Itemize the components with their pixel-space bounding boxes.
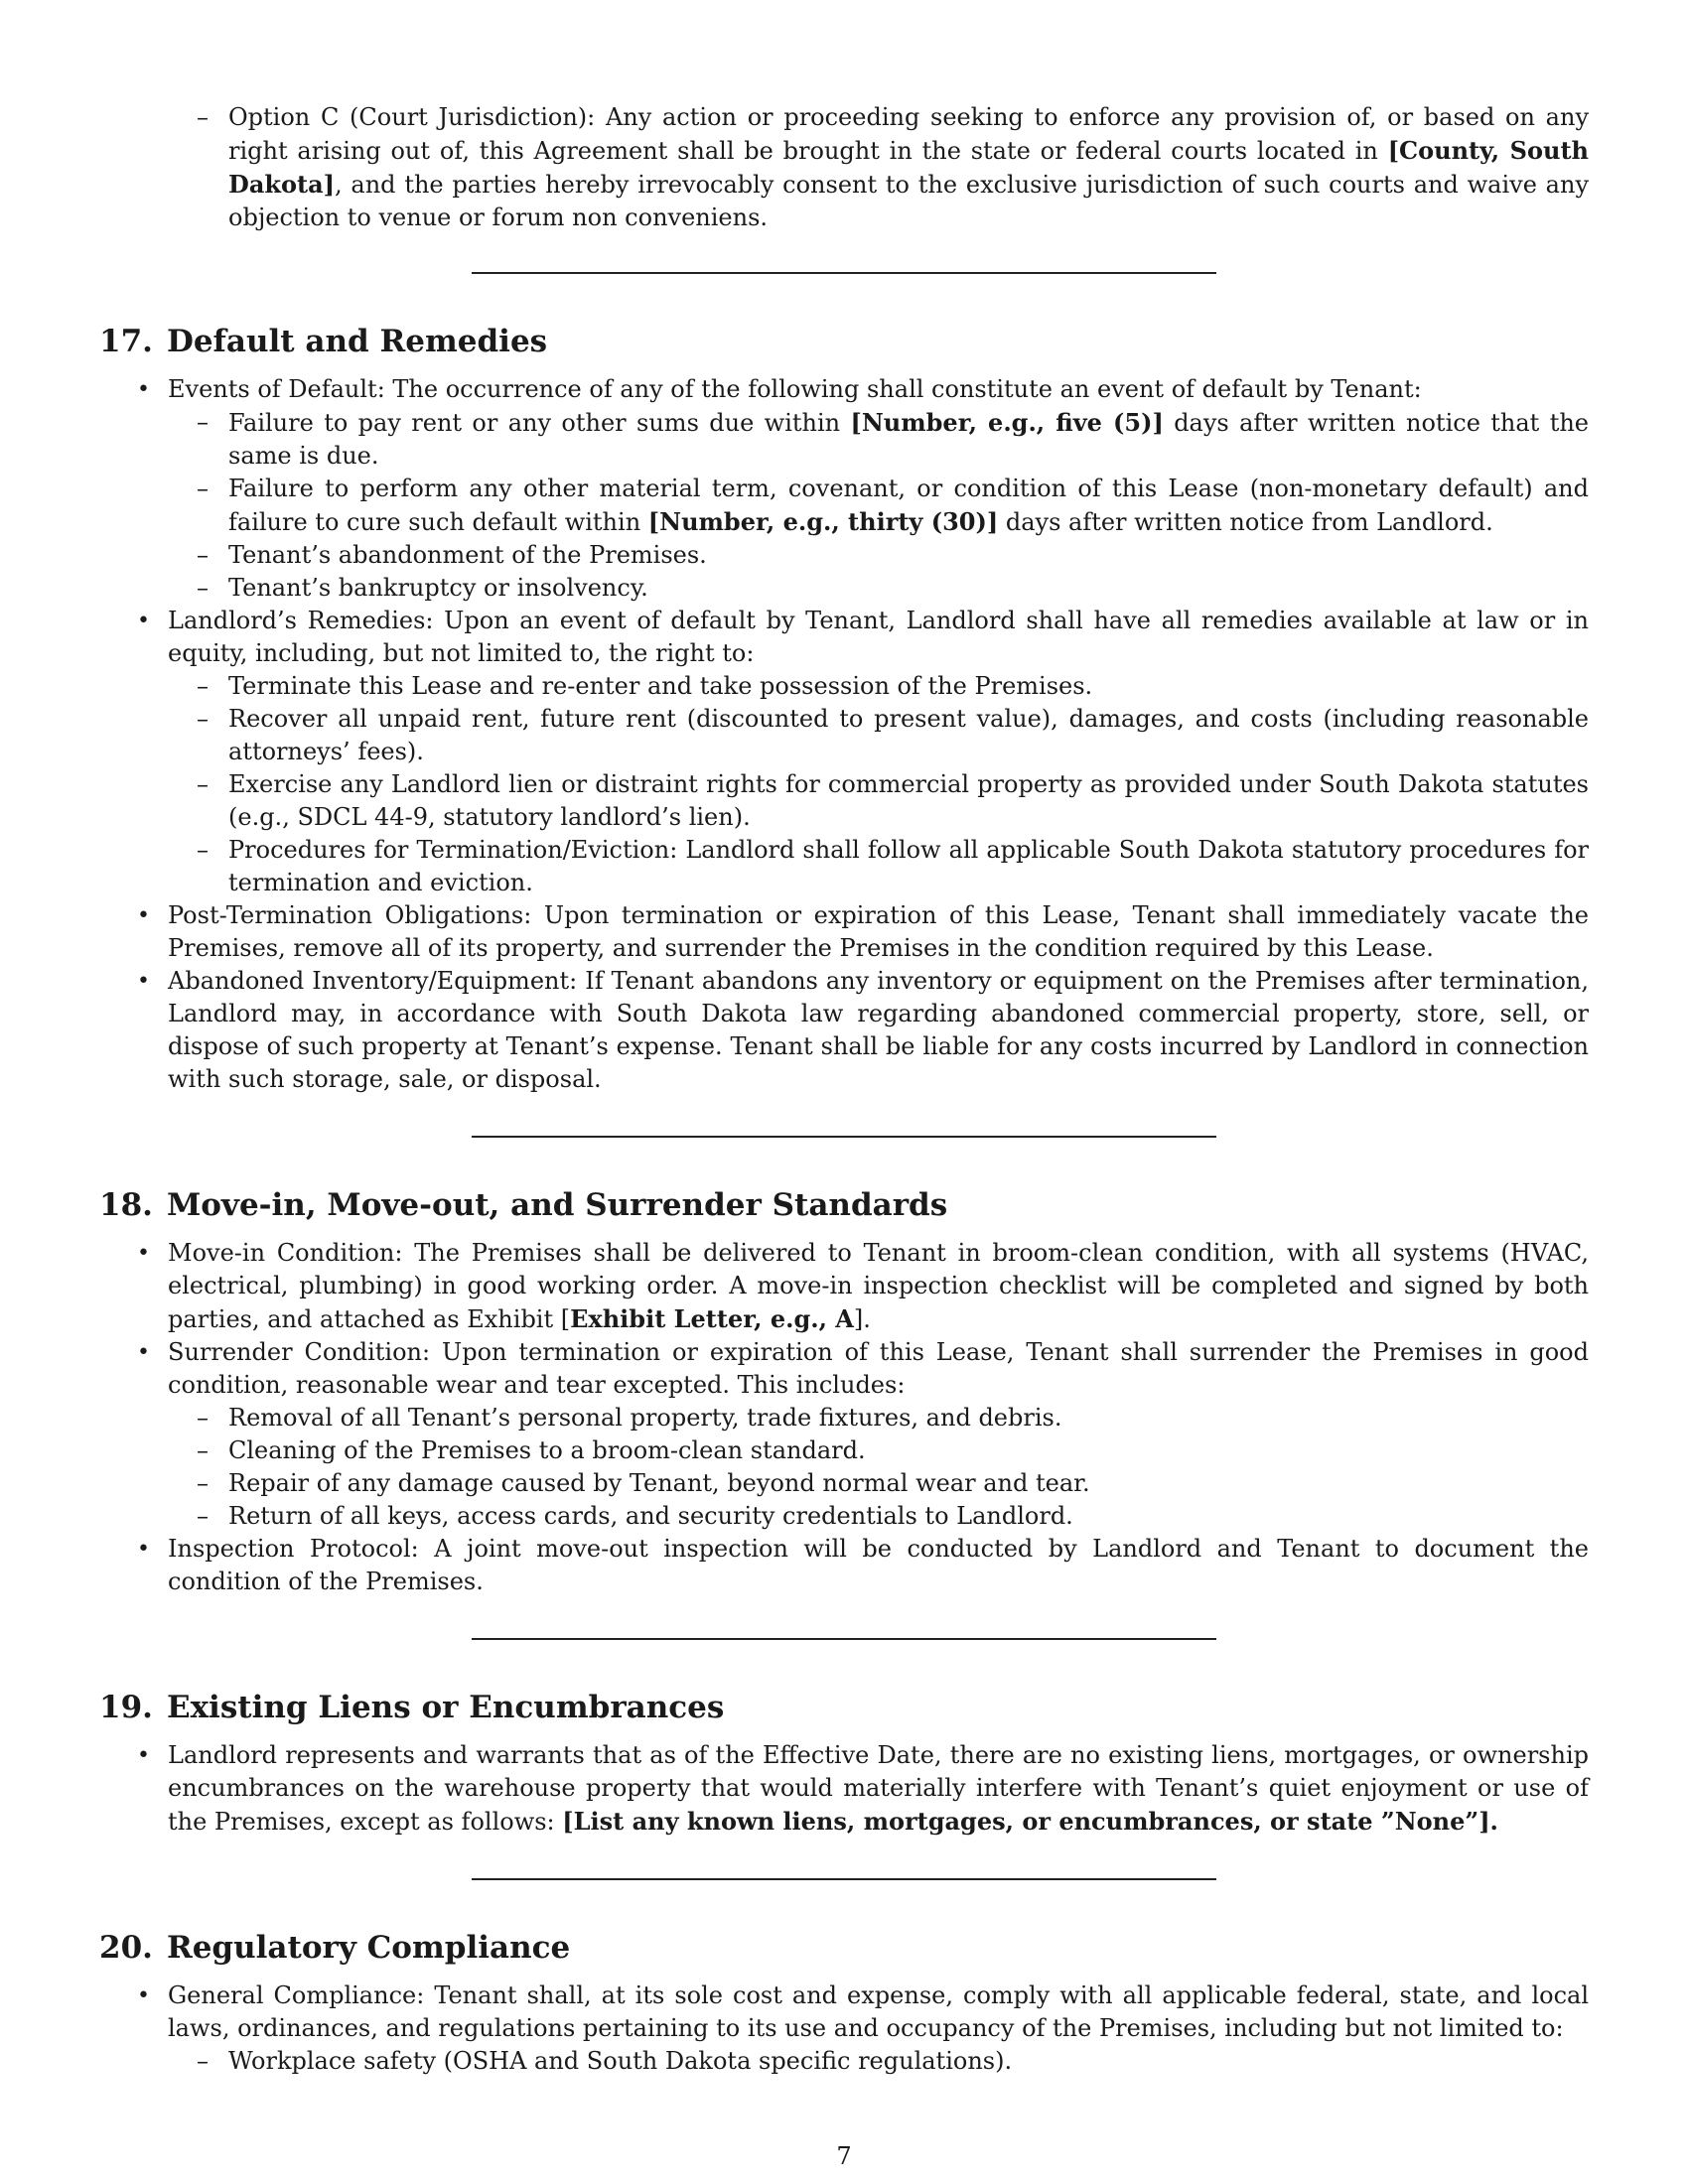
placeholder-exhibit: Exhibit Letter, e.g., A (570, 1304, 854, 1333)
section-18-list (99, 1237, 1589, 1598)
surrender-list (168, 1402, 1589, 1533)
section-divider (472, 272, 1216, 274)
list-item: • Abandoned Inventory/Equipment: If Tenant abandons any inventory or equipment on the Premises after termination, Landlord may, in accordance with South Dakota law regarding abandoned commercial property, store, sell, or dispose of such property at Tenant’s expense. Tenant shall be liable for any costs incurred by Landlord in connection with such storage, sale, or disposal. (99, 965, 1589, 1096)
list-item: – Failure to perform any other material term, covenant, or condition of this Lease (non-monetary default) and failure to cure such default within [Number, e.g., thirty (30)] days after written notice from Landlord. (168, 473, 1589, 539)
list-item: • Landlord represents and warrants that as of the Effective Date, there are no existing liens, mortgages, or ownership encumbrances on the warehouse property that would materially interfere with Tenant’s quiet enjoyment or use of the Premises, except as follows: [List any known liens, mortgages, or encumbrances, or state ”None”]. (99, 1739, 1589, 1839)
section-20-list (99, 1979, 1589, 2078)
list-item: • Inspection Protocol: A joint move-out inspection will be conducted by Landlord and Tenant to document the condition of the Premises. (99, 1533, 1589, 1598)
placeholder-days: [Number, e.g., five (5)] (850, 408, 1164, 437)
list-item: – Terminate this Lease and re-enter and take possession of the Premises. (168, 670, 1589, 703)
list-item: – Exercise any Landlord lien or distraint rights for commercial property as provided under South Dakota statutes (e.g., SDCL 44-9, statutory landlord’s lien). (168, 768, 1589, 834)
section-heading-20: 20. Regulatory Compliance (99, 1930, 571, 1966)
events-of-default-list (168, 406, 1589, 605)
option-c-list (99, 101, 1589, 234)
section-divider (472, 1136, 1216, 1138)
section-heading-18: 18. Move-in, Move-out, and Surrender Standards (99, 1187, 948, 1223)
list-item: – Workplace safety (OSHA and South Dakota specific regulations). (168, 2045, 1589, 2078)
list-item: – Repair of any damage caused by Tenant, beyond normal wear and tear. (168, 1467, 1589, 1500)
list-item: • Post-Termination Obligations: Upon termination or expiration of this Lease, Tenant shall immediately vacate the Premises, remove all of its property, and surrender the Premises in the condition required by this Lease. (99, 899, 1589, 965)
landlord-remedies-list (168, 670, 1589, 899)
list-item: • Surrender Condition: Upon termination or expiration of this Lease, Tenant shall surrender the Premises in good condition, reasonable wear and tear excepted. This includes: – Removal of all Tenant’s personal property, trade fixtures, and debris. – Cleaning of the Premises to a broom-clean standard. – Repair of any damage caused by Tenant, beyond normal wear and tear. – Return of all keys, access cards, and security credentials to Landlord. (99, 1336, 1589, 1533)
section-divider (472, 1638, 1216, 1640)
section-heading-17: 17. Default and Remedies (99, 324, 548, 359)
list-item: • Move-in Condition: The Premises shall be delivered to Tenant in broom-clean condition, with all systems (HVAC, electrical, plumbing) in good working order. A move-in inspection checklist will be completed and signed by both parties, and attached as Exhibit [Exhibit Letter, e.g., A]. (99, 1237, 1589, 1336)
section-heading-19: 19. Existing Liens or Encumbrances (99, 1690, 725, 1725)
placeholder-days: [Number, e.g., thirty (30)] (647, 507, 999, 536)
list-item: – Option C (Court Jurisdiction): Any action or proceeding seeking to enforce any provision of, or based on any right arising out of, this Agreement shall be brought in the state or federal courts located in [County, South Dakota], and the parties hereby irrevocably consent to the exclusive jurisdiction of such courts and waive any objection to venue or forum non conveniens. (99, 101, 1589, 234)
list-item: – Tenant’s bankruptcy or insolvency. (168, 572, 1589, 605)
document-content (99, 101, 1589, 2078)
list-item: – Tenant’s abandonment of the Premises. (168, 539, 1589, 572)
section-divider (472, 1878, 1216, 1880)
list-item: • Landlord’s Remedies: Upon an event of default by Tenant, Landlord shall have all remedies available at law or in equity, including, but not limited to, the right to: – Terminate this Lease and re-enter and take possession of the Premises. – Recover all unpaid rent, future rent (discounted to present value), damages, and costs (including reasonable attorneys’ fees). – Exercise any Landlord lien or distraint rights for commercial property as provided under South Dakota statutes (e.g., SDCL 44-9, statutory landlord’s lien). – Procedures for Termination/Eviction: Landlord shall follow all applicable South Dakota statutory procedures for termination and eviction. (99, 605, 1589, 899)
list-item: – Procedures for Termination/Eviction: Landlord shall follow all applicable South Dakota statutory procedures for termination and eviction. (168, 834, 1589, 899)
list-item: – Removal of all Tenant’s personal property, trade fixtures, and debris. (168, 1402, 1589, 1434)
placeholder-liens: [List any known liens, mortgages, or encumbrances, or state ”None”]. (562, 1807, 1498, 1836)
list-item: – Return of all keys, access cards, and security credentials to Landlord. (168, 1500, 1589, 1533)
list-item: – Cleaning of the Premises to a broom-clean standard. (168, 1434, 1589, 1467)
page-number: 7 (836, 2142, 852, 2170)
list-item: • General Compliance: Tenant shall, at its sole cost and expense, comply with all applicable federal, state, and local laws, ordinances, and regulations pertaining to its use and occupancy of the Premises, including but not limited to: – Workplace safety (OSHA and South Dakota specific regulations). (99, 1979, 1589, 2078)
placeholder-county: [County, South Dakota] (228, 136, 1589, 199)
section-19-list (99, 1739, 1589, 1839)
list-item: – Recover all unpaid rent, future rent (discounted to present value), damages, and costs (including reasonable attorneys’ fees). (168, 703, 1589, 768)
section-17-list (99, 373, 1589, 1096)
compliance-list (168, 2045, 1589, 2078)
list-item: – Failure to pay rent or any other sums due within [Number, e.g., five (5)] days after written notice that the same is due. (168, 406, 1589, 473)
list-item: • Events of Default: The occurrence of any of the following shall constitute an event of default by Tenant: – Failure to pay rent or any other sums due within [Number, e.g., five (5)] days after written notice that the same is due. – Failure to perform any other material term, covenant, or condition of this Lease (non-monetary default) and failure to cure such default within [Number, e.g., thirty (30)] days after written notice from Landlord. – Tenant’s abandonment of the Premises. – Tenant’s bankruptcy or insolvency. (99, 373, 1589, 605)
